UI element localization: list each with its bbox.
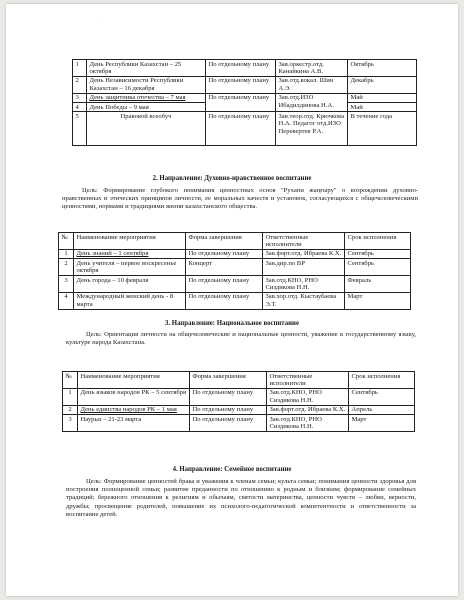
responsible: Зав.отд.КНО, РНО Сиздикова Н.Н. [267, 415, 349, 432]
completion-form: По отдельному плану [190, 405, 267, 414]
table-row [73, 112, 417, 146]
header-num: № [63, 372, 78, 389]
row-number: 2 [59, 259, 74, 276]
header-resp: Ответственные исполнители [267, 372, 349, 389]
event-name: День Республики Казахстан – 25 октября [87, 60, 206, 77]
event-name: День защитника отечества – 7 мая [87, 93, 206, 102]
row-number: 4 [59, 292, 74, 309]
completion-form: По отдельному плану [186, 249, 263, 258]
table-row [59, 292, 411, 309]
row-number: 2 [73, 76, 87, 93]
table-row [73, 60, 417, 77]
table-row [63, 388, 415, 405]
completion-form: По отдельному плану [190, 388, 267, 405]
event-name: День языков народов РК – 5 сентября [78, 388, 190, 405]
responsible: Зав.отд.КНО, РНО Сиздикова Н.Н. [267, 388, 349, 405]
deadline: Май [348, 93, 417, 102]
row-number: 1 [63, 388, 78, 405]
table-row [63, 405, 415, 414]
responsible: Зав.хор.отд. Кыстаубаева Э.Т. [263, 292, 345, 309]
responsible: Зав.дир.по ВР [263, 259, 345, 276]
event-name: Наурыз – 21-23 марта [78, 415, 190, 432]
deadline: Сентябрь [345, 259, 411, 276]
section-heading-national: 3. Направление: Национальное воспитание [165, 320, 299, 327]
responsible: Зав.оркестр.отд. Канайкина А.В. [276, 60, 348, 77]
table-row [63, 415, 415, 432]
responsible: Зав.отд.вокал. Шин А.Э. [276, 76, 348, 93]
deadline: Апрель [349, 405, 415, 414]
table-row [59, 259, 411, 276]
completion-form: По отдельному плану [186, 292, 263, 309]
deadline: Май [348, 103, 417, 112]
header-resp: Ответственные исполнители [263, 233, 345, 250]
row-number: 3 [73, 93, 87, 102]
completion-form: По отдельному плану [206, 76, 276, 93]
table-header-row [63, 372, 415, 389]
row-number: 4 [73, 103, 87, 112]
deadline: Сентябрь [349, 388, 415, 405]
events-table-national [62, 371, 415, 432]
responsible: Зав.форт.отд. Ибраева К.Х. [263, 249, 345, 258]
deadline: Март [349, 415, 415, 432]
table-row [59, 276, 411, 293]
table-row [59, 249, 411, 258]
section-goal-spiritual: Цель: Формирование глубокого понимания ценностных основ "Рухани жаңғыру" о возрождении духовно-нравственных и этических принципов личности, ее моральных качеств и установок, согласующихся с общечеловеческими ценностями, нормами и традициями жизни казахстанского общества. [62, 187, 418, 211]
row-number: 1 [59, 249, 74, 258]
section-goal-family: Цель: Формирование ценностей брака и уважения к членам семьи; культа семьи; понимания ценности здоровья для построения полноценной семьи; развитие преданности по отношению к родным и близким; формирование семейных традиций; бережного отношения к религиям и обычаям, святости материнства, ценности чувств – любви, верности, дружбы; просвещение родителей, повышение их психолого-педагогической компетентности и ответственности за воспитание детей. [66, 478, 416, 518]
deadline: Март [345, 292, 411, 309]
events-table-spiritual [58, 232, 411, 310]
event-name: День Независимости Республики Казахстан – 16 декабря [87, 76, 206, 93]
event-name: Международный женский день - 8 марта [74, 292, 186, 309]
header-num: № [59, 233, 74, 250]
section-heading-spiritual: 2. Направление: Духовно-нравственное воспитание [152, 175, 312, 182]
event-name: День Победы – 9 мая [87, 103, 206, 112]
row-number: 3 [59, 276, 74, 293]
event-name: День единства народов РК – 1 мая [78, 405, 190, 414]
responsible: Зав.отд.ИЗО Ибадилдинова Н.А. [276, 93, 348, 112]
completion-form: По отдельному плану [190, 415, 267, 432]
row-number: 3 [63, 415, 78, 432]
header-event: Наименование мероприятия [74, 233, 186, 250]
deadline: Сентябрь [345, 249, 411, 258]
section-goal-national: Цель: Ориентация личности на общечеловеческие и национальные ценности, уважение к государственному языку, культуре народа Казахстана. [66, 331, 416, 347]
event-name: День города – 10 февраля [74, 276, 186, 293]
table-row [73, 76, 417, 93]
header-event: Наименование мероприятия [78, 372, 190, 389]
completion-form: По отдельному плану [206, 112, 276, 146]
row-number: 5 [73, 112, 87, 146]
header-term: Срок исполнения [349, 372, 415, 389]
header-form: Форма завершения [190, 372, 267, 389]
completion-form: По отдельному плану [206, 60, 276, 77]
responsible: Зав.форт.отд. Ибраева К.Х. [267, 405, 349, 414]
completion-form: По отдельному плану [206, 93, 276, 112]
deadline: Октябрь [348, 60, 417, 77]
events-table-patriotic [72, 59, 417, 146]
completion-form: Концерт [186, 259, 263, 276]
deadline: Декабрь [348, 76, 417, 93]
row-number: 1 [73, 60, 87, 77]
responsible: Зав.теор.отд. Крючкова Н.А. Педагог отд.ИЗО Перевертев Р.А. [276, 112, 348, 146]
header-form: Форма завершения [186, 233, 263, 250]
event-name: День знаний – 1 сентября [74, 249, 186, 258]
responsible: Зав.отд.КНО, РНО Сиздикова Н.Н. [263, 276, 345, 293]
document-page [6, 4, 458, 596]
header-term: Срок исполнения [345, 233, 411, 250]
scan-mark: ' [102, 20, 103, 25]
event-name: Правовой всеобуч [87, 112, 206, 146]
completion-form: По отдельному плану [186, 276, 263, 293]
deadline: В течение года [348, 112, 417, 146]
deadline: Февраль [345, 276, 411, 293]
table-row [73, 93, 417, 102]
section-heading-family: 4. Направление: Семейное воспитание [172, 466, 292, 473]
event-name: День учителя – первое воскресенье октября [74, 259, 186, 276]
row-number: 2 [63, 405, 78, 414]
table-header-row [59, 233, 411, 250]
